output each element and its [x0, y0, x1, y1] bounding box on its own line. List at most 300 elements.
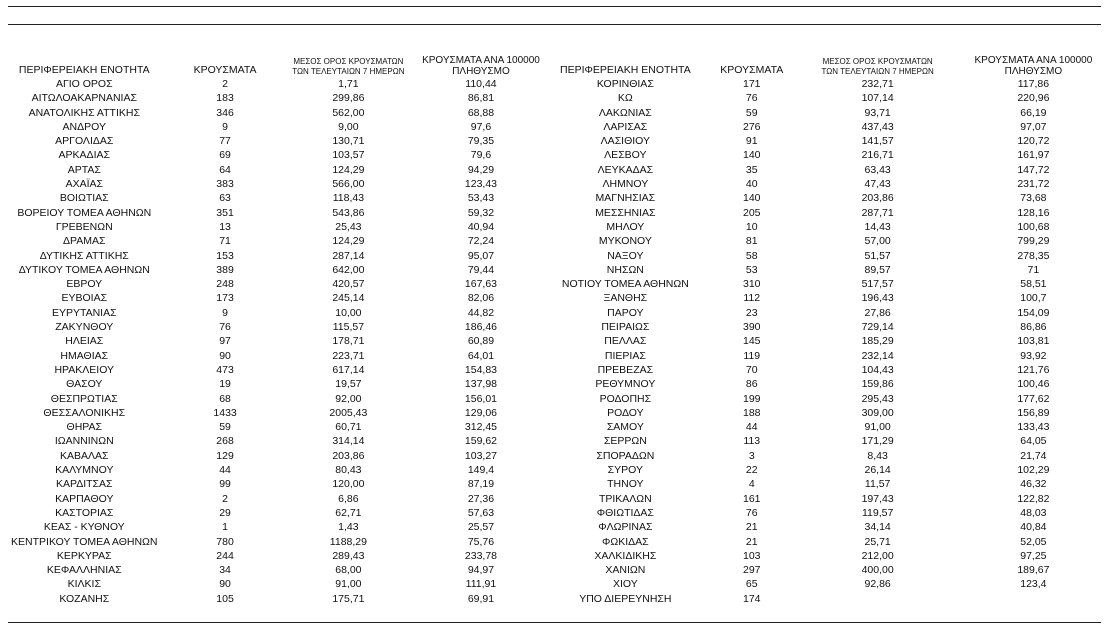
right-avg-7day-cell: 51,57	[864, 249, 891, 262]
right-avg-7day-cell: 8,43	[867, 449, 888, 462]
right-avg-7day-cell: 295,43	[861, 392, 894, 405]
header-avg-line2: ΤΩΝ ΤΕΛΕΥΤΑΙΩΝ 7 ΗΜΕΡΩΝ	[292, 67, 405, 76]
right-per-100k-cell: 799,29	[1017, 235, 1050, 248]
right-per-100k-cell: 161,97	[1017, 149, 1050, 162]
left-region-cell: ΚΑΒΑΛΑΣ	[60, 449, 109, 462]
left-avg-7day-cell: 130,71	[332, 135, 365, 148]
right-avg-7day-cell: 437,43	[861, 120, 894, 133]
left-cases-cell: 2	[222, 492, 228, 505]
left-region-cell: ΑΧΑΪΑΣ	[65, 178, 103, 191]
left-per-100k-cell: 95,07	[467, 249, 495, 262]
table-row	[0, 506, 1111, 520]
right-per-100k-cell: 147,72	[1017, 163, 1050, 176]
right-avg-7day-cell: 91,00	[864, 421, 891, 434]
left-region-cell: ΗΜΑΘΙΑΣ	[60, 349, 109, 362]
right-cases-cell: 171	[742, 78, 761, 90]
left-per-100k-cell: 59,32	[467, 206, 495, 219]
right-region-cell: ΠΑΡΟΥ	[607, 306, 644, 319]
top-rule	[8, 6, 1101, 7]
right-per-100k-cell: 154,09	[1017, 306, 1050, 319]
left-region-cell: ΚΟΖΑΝΗΣ	[59, 592, 110, 605]
header-avg-right	[800, 48, 956, 77]
header-per100k-line1: ΚΡΟΥΣΜΑΤΑ ΑΝΑ 100000	[422, 55, 540, 66]
left-avg-7day-cell: 2005,43	[329, 406, 368, 419]
right-cases-cell: 53	[745, 263, 758, 276]
left-avg-7day-cell: 80,43	[335, 464, 362, 477]
right-cases-cell: 112	[743, 292, 761, 305]
table-row	[0, 91, 1111, 105]
right-region-cell: ΛΕΥΚΑΔΑΣ	[597, 163, 654, 176]
right-region-cell: ΣΑΜΟΥ	[606, 421, 644, 434]
left-per-100k-cell: 312,45	[464, 421, 498, 434]
right-cases-cell: 174	[742, 592, 761, 605]
right-region-cell: ΠΕΙΡΑΙΩΣ	[601, 321, 650, 334]
right-per-100k-cell: 103,81	[1017, 335, 1050, 348]
right-avg-7day-cell: 185,29	[861, 335, 894, 348]
left-cases-cell: 34	[219, 564, 231, 577]
right-per-100k-cell: 48,03	[1020, 506, 1047, 519]
right-cases-cell: 21	[745, 535, 758, 548]
left-region-cell: ΕΒΡΟΥ	[66, 278, 103, 291]
right-cases-cell: 22	[745, 464, 758, 477]
left-avg-7day-cell: 566,00	[332, 178, 365, 191]
right-cases-cell: 297	[742, 564, 761, 577]
right-cases-cell: 3	[748, 449, 755, 462]
left-region-cell: ΚΙΛΚΙΣ	[67, 578, 101, 591]
left-cases-cell: 97	[219, 335, 231, 348]
table-row	[0, 220, 1111, 234]
left-cases-cell: 59	[219, 421, 231, 434]
left-region-cell: ΔΡΑΜΑΣ	[63, 235, 106, 248]
table-row	[0, 106, 1111, 120]
right-avg-7day-cell: 92,86	[864, 578, 891, 591]
left-per-100k-cell: 25,57	[467, 521, 495, 534]
right-cases-cell: 58	[745, 249, 758, 262]
table-row	[0, 306, 1111, 320]
header-region-right: ΠΕΡΙΦΕΡΕΙΑΚΗ ΕΝΟΤΗΤΑ	[559, 63, 691, 76]
right-cases-cell: 21	[745, 521, 758, 534]
table-row	[0, 434, 1111, 448]
right-per-100k-cell: 123,4	[1020, 578, 1047, 591]
left-region-cell: ΘΕΣΠΡΩΤΙΑΣ	[50, 392, 118, 405]
left-avg-7day-cell: 115,57	[332, 321, 365, 334]
header-per100k-line1: ΚΡΟΥΣΜΑΤΑ ΑΝΑ 100000	[974, 55, 1093, 66]
right-cases-cell: 113	[743, 435, 761, 448]
right-per-100k-cell: 156,89	[1017, 406, 1050, 419]
left-per-100k-cell: 79,44	[467, 263, 495, 276]
left-avg-7day-cell: 91,00	[335, 578, 362, 591]
right-avg-7day-cell: 159,86	[861, 378, 894, 391]
right-avg-7day-cell: 287,71	[861, 206, 894, 219]
right-cases-cell: 76	[745, 92, 758, 105]
left-region-cell: ΑΓΙΟ ΟΡΟΣ	[55, 78, 113, 90]
left-cases-cell: 1	[222, 521, 228, 534]
table-row	[0, 577, 1111, 591]
left-region-cell: ΑΝΔΡΟΥ	[62, 120, 106, 133]
right-avg-7day-cell: 232,71	[861, 78, 894, 90]
left-avg-7day-cell: 62,71	[335, 506, 362, 519]
table-row	[0, 291, 1111, 305]
right-per-100k-cell: 21,74	[1020, 449, 1047, 462]
left-per-100k-cell: 186,46	[464, 321, 498, 334]
header-avg-line2: ΤΩΝ ΤΕΛΕΥΤΑΙΩΝ 7 ΗΜΕΡΩΝ	[821, 67, 934, 76]
left-region-cell: ΚΕΦΑΛΛΗΝΙΑΣ	[46, 564, 122, 577]
right-per-100k-cell: 128,16	[1017, 206, 1050, 219]
left-region-cell: ΚΑΡΠΑΘΟΥ	[55, 492, 114, 505]
right-region-cell: ΚΟΡΙΝΘΙΑΣ	[596, 78, 654, 90]
left-per-100k-cell: 44,82	[467, 306, 495, 319]
header-region-left: ΠΕΡΙΦΕΡΕΙΑΚΗ ΕΝΟΤΗΤΑ	[18, 63, 150, 76]
left-cases-cell: 780	[216, 535, 234, 548]
right-avg-7day-cell: 93,71	[864, 106, 891, 119]
left-region-cell: ΚΑΛΥΜΝΟΥ	[55, 464, 114, 477]
left-avg-7day-cell: 203,86	[332, 449, 365, 462]
right-avg-7day-cell: 216,71	[861, 149, 894, 162]
left-per-100k-cell: 40,94	[467, 220, 495, 233]
table-row	[0, 163, 1111, 177]
table-row	[0, 191, 1111, 205]
left-avg-7day-cell: 299,86	[332, 92, 365, 105]
left-avg-7day-cell: 25,43	[335, 220, 362, 233]
right-cases-cell: 35	[745, 163, 758, 176]
right-per-100k-cell: 100,46	[1017, 378, 1050, 391]
right-region-cell: ΧΙΟΥ	[612, 578, 638, 591]
left-avg-7day-cell: 6,86	[338, 492, 359, 505]
table-row	[0, 206, 1111, 220]
right-avg-7day-cell: 14,43	[864, 220, 891, 233]
right-per-100k-cell: 133,43	[1017, 421, 1050, 434]
right-region-cell: ΛΑΣΙΘΙΟΥ	[600, 135, 651, 148]
left-region-cell: ΖΑΚΥΝΘΟΥ	[55, 321, 114, 334]
left-per-100k-cell: 167,63	[464, 278, 498, 291]
table-row	[0, 77, 1111, 91]
right-avg-7day-cell: 63,43	[864, 163, 891, 176]
right-avg-7day-cell: 119,57	[861, 506, 894, 519]
right-region-cell: ΡΟΔΟΥ	[607, 406, 644, 419]
header-cases-right: ΚΡΟΥΣΜΑΤΑ	[720, 63, 784, 76]
left-avg-7day-cell: 617,14	[332, 363, 365, 376]
table-row	[0, 148, 1111, 162]
left-cases-cell: 9	[222, 120, 228, 133]
left-avg-7day-cell: 223,71	[332, 349, 365, 362]
right-cases-cell: 199	[742, 392, 761, 405]
right-cases-cell: 4	[748, 478, 755, 491]
left-region-cell: ΕΥΒΟΙΑΣ	[61, 292, 108, 305]
right-cases-cell: 145	[742, 335, 761, 348]
right-per-100k-cell: 64,05	[1020, 435, 1047, 448]
left-cases-cell: 76	[219, 321, 231, 334]
right-cases-cell: 91	[745, 135, 758, 148]
right-region-cell: ΦΛΩΡΙΝΑΣ	[598, 521, 653, 534]
left-avg-7day-cell: 314,14	[332, 435, 365, 448]
right-region-cell: ΝΑΞΟΥ	[607, 249, 644, 262]
right-per-100k-cell: 71	[1027, 263, 1040, 276]
table-row	[0, 320, 1111, 334]
left-per-100k-cell: 64,01	[467, 349, 495, 362]
left-avg-7day-cell: 92,00	[335, 392, 362, 405]
left-avg-7day-cell: 287,14	[332, 249, 365, 262]
left-per-100k-cell: 53,43	[467, 192, 495, 205]
right-region-cell: ΦΘΙΩΤΙΔΑΣ	[596, 506, 654, 519]
right-avg-7day-cell: 212,00	[861, 549, 894, 562]
table-row	[0, 234, 1111, 248]
right-per-100k-cell: 58,51	[1020, 278, 1047, 291]
table-row	[0, 134, 1111, 148]
right-region-cell: ΜΑΓΝΗΣΙΑΣ	[595, 192, 656, 205]
left-per-100k-cell: 82,06	[467, 292, 495, 305]
header-cases-left: ΚΡΟΥΣΜΑΤΑ	[193, 63, 257, 76]
left-region-cell: ΗΛΕΙΑΣ	[65, 335, 104, 348]
left-cases-cell: 44	[219, 464, 231, 477]
right-per-100k-cell: 100,68	[1017, 220, 1050, 233]
left-region-cell: ΓΡΕΒΕΝΩΝ	[55, 220, 113, 233]
right-cases-cell: 70	[745, 363, 758, 376]
right-per-100k-cell	[956, 592, 1111, 606]
left-region-cell: ΘΕΣΣΑΛΟΝΙΚΗΣ	[43, 406, 126, 419]
right-region-cell: ΦΩΚΙΔΑΣ	[602, 535, 649, 548]
left-region-cell: ΔΥΤΙΚΗΣ ΑΤΤΙΚΗΣ	[39, 249, 129, 262]
right-region-cell: ΧΑΛΚΙΔΙΚΗΣ	[594, 549, 657, 562]
table-row	[0, 592, 1111, 606]
right-cases-cell: 59	[745, 106, 758, 119]
left-region-cell: ΕΥΡΥΤΑΝΙΑΣ	[51, 306, 117, 319]
right-per-100k-cell: 93,92	[1020, 349, 1047, 362]
left-avg-7day-cell: 289,43	[332, 549, 365, 562]
right-cases-cell: 119	[743, 349, 761, 362]
left-region-cell: ΘΗΡΑΣ	[66, 421, 102, 434]
left-avg-7day-cell: 175,71	[332, 592, 365, 605]
left-cases-cell: 346	[216, 106, 234, 119]
left-avg-7day-cell: 642,00	[332, 263, 365, 276]
left-region-cell: ΚΑΣΤΟΡΙΑΣ	[55, 506, 114, 519]
right-region-cell: ΥΠΟ ΔΙΕΡΕΥΝΗΣΗ	[579, 592, 672, 605]
table-row	[0, 520, 1111, 534]
header-per100k-line2: ΠΛΗΘΥΣΜΟ	[1004, 66, 1063, 77]
right-region-cell: ΛΑΚΩΝΙΑΣ	[598, 106, 652, 119]
left-cases-cell: 63	[219, 192, 231, 205]
header-per100k-left	[415, 48, 547, 77]
left-avg-7day-cell: 120,00	[332, 478, 365, 491]
right-per-100k-cell: 122,82	[1017, 492, 1050, 505]
right-cases-cell: 276	[742, 120, 761, 133]
left-region-cell: ΚΑΡΔΙΤΣΑΣ	[55, 478, 113, 491]
left-cases-cell: 2	[222, 78, 228, 90]
right-cases-cell: 23	[745, 306, 758, 319]
table-body	[0, 77, 1111, 606]
right-avg-7day-cell: 141,57	[861, 135, 894, 148]
right-per-100k-cell: 97,25	[1020, 549, 1047, 562]
right-region-cell: ΚΩ	[617, 92, 633, 105]
table-row	[0, 249, 1111, 263]
header-per100k-right	[956, 48, 1111, 77]
left-per-100k-cell: 156,01	[464, 392, 498, 405]
right-avg-7day-cell: 11,57	[864, 478, 891, 491]
left-cases-cell: 268	[216, 435, 234, 448]
left-cases-cell: 389	[216, 263, 234, 276]
table-row	[0, 392, 1111, 406]
left-cases-cell: 1433	[213, 406, 237, 419]
right-region-cell: ΝΟΤΙΟΥ ΤΟΜΕΑ ΑΘΗΝΩΝ	[561, 278, 689, 291]
right-cases-cell: 140	[742, 192, 761, 205]
left-region-cell: ΑΡΚΑΔΙΑΣ	[58, 149, 110, 162]
left-avg-7day-cell: 68,00	[335, 564, 362, 577]
left-avg-7day-cell: 562,00	[332, 106, 365, 119]
right-avg-7day-cell: 517,57	[861, 278, 894, 291]
right-avg-7day-cell: 196,43	[861, 292, 894, 305]
right-avg-7day-cell: 107,14	[861, 92, 894, 105]
table-row	[0, 363, 1111, 377]
left-per-100k-cell: 69,91	[467, 592, 495, 605]
left-per-100k-cell: 154,83	[464, 363, 498, 376]
left-per-100k-cell: 79,6	[470, 149, 492, 162]
left-avg-7day-cell: 124,29	[332, 235, 365, 248]
left-per-100k-cell: 97,6	[470, 120, 492, 133]
left-cases-cell: 71	[219, 235, 231, 248]
right-per-100k-cell: 40,84	[1020, 521, 1047, 534]
table-row	[0, 177, 1111, 191]
table-row	[0, 420, 1111, 434]
left-cases-cell: 77	[219, 135, 231, 148]
table-row	[0, 377, 1111, 391]
table-row	[0, 263, 1111, 277]
right-region-cell: ΣΥΡΟΥ	[607, 464, 644, 477]
table-row	[0, 449, 1111, 463]
right-region-cell: ΡΕΘΥΜΝΟΥ	[595, 378, 656, 391]
table-row	[0, 492, 1111, 506]
right-cases-cell: 86	[745, 378, 758, 391]
right-cases-cell: 40	[745, 178, 758, 191]
left-per-100k-cell: 123,43	[464, 178, 498, 191]
right-per-100k-cell: 100,7	[1020, 292, 1047, 305]
table-row	[0, 334, 1111, 348]
left-cases-cell: 351	[216, 206, 234, 219]
left-per-100k-cell: 72,24	[467, 235, 495, 248]
right-avg-7day-cell: 89,57	[864, 263, 891, 276]
left-cases-cell: 69	[219, 149, 231, 162]
right-region-cell: ΣΕΡΡΩΝ	[603, 435, 647, 448]
right-avg-7day-cell: 27,86	[864, 306, 891, 319]
left-per-100k-cell: 87,19	[467, 478, 495, 491]
left-avg-7day-cell: 9,00	[338, 120, 359, 133]
left-avg-7day-cell: 103,57	[332, 149, 365, 162]
right-avg-7day-cell: 203,86	[861, 192, 894, 205]
right-region-cell: ΤΡΙΚΑΛΩΝ	[598, 492, 652, 505]
left-cases-cell: 183	[216, 92, 234, 105]
left-region-cell: ΙΩΑΝΝΙΝΩΝ	[54, 435, 114, 448]
left-avg-7day-cell: 118,43	[332, 192, 365, 205]
left-cases-cell: 383	[216, 178, 234, 191]
left-cases-cell: 473	[216, 363, 234, 376]
left-region-cell: ΑΡΤΑΣ	[67, 163, 101, 176]
right-cases-cell: 205	[742, 206, 761, 219]
left-per-100k-cell: 68,88	[467, 106, 495, 119]
left-per-100k-cell: 27,36	[467, 492, 495, 505]
right-region-cell: ΧΑΝΙΩΝ	[605, 564, 646, 577]
left-avg-7day-cell: 420,57	[332, 278, 365, 291]
right-avg-7day-cell: 57,00	[864, 235, 891, 248]
table-row	[0, 463, 1111, 477]
right-cases-cell: 76	[745, 506, 758, 519]
right-cases-cell: 103	[742, 549, 761, 562]
left-cases-cell: 90	[219, 578, 231, 591]
left-cases-cell: 129	[216, 449, 234, 462]
right-avg-7day-cell: 197,43	[861, 492, 894, 505]
right-region-cell: ΡΟΔΟΠΗΣ	[599, 392, 652, 405]
left-cases-cell: 153	[216, 249, 234, 262]
right-avg-7day-cell: 25,71	[864, 535, 891, 548]
header-avg-line1: ΜΕΣΟΣ ΟΡΟΣ ΚΡΟΥΣΜΑΤΩΝ	[293, 57, 404, 66]
table-row	[0, 549, 1111, 563]
left-per-100k-cell: 94,97	[467, 564, 495, 577]
left-avg-7day-cell: 1,71	[338, 78, 359, 90]
right-region-cell: ΜΕΣΣΗΝΙΑΣ	[595, 206, 656, 219]
right-per-100k-cell: 177,62	[1017, 392, 1050, 405]
right-per-100k-cell: 66,19	[1020, 106, 1047, 119]
right-cases-cell: 140	[742, 149, 761, 162]
left-avg-7day-cell: 10,00	[335, 306, 362, 319]
right-region-cell: ΜΗΛΟΥ	[606, 220, 645, 233]
right-region-cell: ΠΕΛΛΑΣ	[604, 335, 647, 348]
left-cases-cell: 244	[216, 549, 234, 562]
left-per-100k-cell: 86,81	[467, 92, 495, 105]
right-per-100k-cell: 120,72	[1017, 135, 1050, 148]
table-row	[0, 120, 1111, 134]
top-rule-secondary	[8, 24, 1101, 25]
left-per-100k-cell: 111,91	[465, 578, 497, 591]
left-avg-7day-cell: 60,71	[335, 421, 362, 434]
right-per-100k-cell: 46,32	[1020, 478, 1047, 491]
right-avg-7day-cell: 47,43	[864, 178, 891, 191]
right-region-cell: ΛΑΡΙΣΑΣ	[603, 120, 648, 133]
right-per-100k-cell: 117,86	[1017, 78, 1050, 90]
right-avg-7day-cell	[800, 592, 956, 606]
left-per-100k-cell: 79,35	[467, 135, 495, 148]
left-per-100k-cell: 233,78	[464, 549, 498, 562]
left-region-cell: ΑΙΤΩΛΟΑΚΑΡΝΑΝΙΑΣ	[31, 92, 137, 105]
left-per-100k-cell: 137,98	[464, 378, 498, 391]
left-region-cell: ΒΟΡΕΙΟΥ ΤΟΜΕΑ ΑΘΗΝΩΝ	[17, 206, 152, 219]
left-region-cell: ΚΕΑΣ - ΚΥΘΝΟΥ	[43, 521, 125, 534]
right-region-cell: ΤΗΝΟΥ	[607, 478, 644, 491]
right-avg-7day-cell: 232,14	[861, 349, 894, 362]
left-cases-cell: 90	[219, 349, 231, 362]
left-cases-cell: 105	[216, 592, 234, 605]
left-avg-7day-cell: 543,86	[332, 206, 365, 219]
right-per-100k-cell: 86,86	[1020, 321, 1047, 334]
right-avg-7day-cell: 729,14	[861, 321, 894, 334]
left-cases-cell: 248	[216, 278, 234, 291]
left-cases-cell: 64	[219, 163, 231, 176]
right-per-100k-cell: 97,07	[1020, 120, 1047, 133]
left-per-100k-cell: 129,06	[464, 406, 498, 419]
left-avg-7day-cell: 178,71	[332, 335, 365, 348]
right-per-100k-cell: 121,76	[1017, 363, 1050, 376]
header-per100k-line2: ΠΛΗΘΥΣΜΟ	[452, 66, 510, 77]
left-per-100k-cell: 60,89	[467, 335, 495, 348]
right-per-100k-cell: 189,67	[1017, 564, 1050, 577]
left-region-cell: ΑΡΓΟΛΙΔΑΣ	[55, 135, 114, 148]
right-cases-cell: 44	[745, 421, 758, 434]
right-region-cell: ΛΕΣΒΟΥ	[604, 149, 647, 162]
left-region-cell: ΚΕΝΤΡΙΚΟΥ ΤΟΜΕΑ ΑΘΗΝΩΝ	[11, 535, 158, 548]
right-cases-cell: 310	[742, 278, 761, 291]
left-per-100k-cell: 103,27	[464, 449, 498, 462]
right-per-100k-cell: 278,35	[1017, 249, 1050, 262]
left-region-cell: ΘΑΣΟΥ	[66, 378, 103, 391]
right-per-100k-cell: 220,96	[1017, 92, 1050, 105]
left-per-100k-cell: 94,29	[467, 163, 495, 176]
left-cases-cell: 9	[222, 306, 228, 319]
